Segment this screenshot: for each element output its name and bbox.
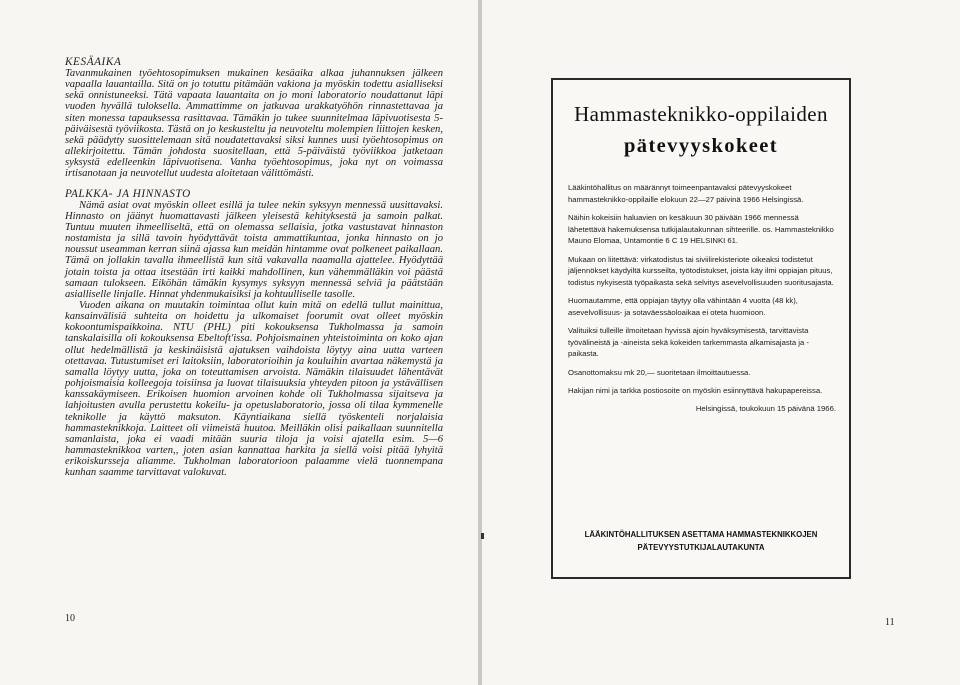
announcement-title: Hammasteknikko-oppilaiden <box>574 102 828 126</box>
announcement-paragraph: Mukaan on liitettävä: virkatodistus tai siviilirekisteriote oikeaksi todistetut jäljennökset käydyiltä kursseilta, työtodistukset, joista käy ilmi oppiajan pituus, todistus nykyisestä työpaikasta sekä selvitys asevelvollisuuden suoritusajasta. <box>568 254 834 287</box>
announcement-body <box>568 182 836 421</box>
announcement-paragraph: Osanottomaksu mk 20,— suoritetaan ilmoittautuessa. <box>568 367 751 377</box>
section-text-kesaaika: Tavanmukainen työehtosopimuksen mukainen kesäaika alkaa juhannuksen jälkeen vapaalla lauantailla. Sitä on jo totuttu pitämään vakiona ja myöskin todettu asialliseksi sekä onnistuneeksi. Tätä vapaata lauantaita on jo moni laboratorio noudattanut läpi vuoden hyvällä tuloksella. Ammattimme on jatkuvaa urakkatyöhön rinnastettavaa ja siten monessa tapauksessa rasittavaa. Tämäkin jo tukee suunnitelmaa läpivuotisesta 5-päiväisestä työviikosta. Tästä on jo keskusteltu ja neuvoteltu molempien liittojen kesken, sekä päädytty suosittelemaan sitä noudatettavaksi siksi kunnes uusi työehtosopimus on allekirjoitettu. Tämän johdosta suositellaan, että 5-päiväistä työviikkoa jatketaan syksystä edelleenkin läpivuotisena. Vanha työehtosopimus, joka nyt on voimassa irtisanotaan ja neuvotellut uudesta aloitetaan välittömästi. <box>65 68 443 180</box>
section-paragraph: Nämä asiat ovat myöskin olleet esillä ja tulee nekin syksyyn mennessä uusittavaksi. Hinnasto on jäänyt huomattavasti jälkeen yleisestä kehityksestä ja samoin palkat. Tuntuu muuten ihmeelliseltä, että on olemassa sellaisia, jotka vastustavat hinnaston nostamista ja sillä tavoin hyödyttävät toista ammattikuntaa, jonka hinnasto on jo noussut useamman kerran siinä ajassa kun meidän hintamme ovat polkeneet paikallaan. Tämä on jollakin tavalla ihmeellistä kun sitä vakavalla naamalla ajattelee. Hyödyttää jotain toista ja ottaa itsestään irti kaikki mahdollinen, kun vähemmälläkin voi päästä samaan tulokseen. Eiköhän tämäkin kysymys syksyyn mennessä selviä ja päätstään asialliselle linjalle. Hinnat yhdenmukaisiksi ja kohtuulliselle tasolle. <box>65 199 443 300</box>
announcement-signature <box>553 528 849 554</box>
section-heading-palkka: PALKKA- JA HINNASTO <box>65 187 191 200</box>
announcement-paragraph: Hakijan nimi ja tarkka postiosoite on myöskin esiinnyttävä hakupapereissa. <box>568 386 823 395</box>
article-column <box>65 56 443 478</box>
binding-mark <box>481 533 484 539</box>
announcement-box <box>551 78 851 579</box>
announcement-subtitle: pätevyyskokeet <box>624 135 778 157</box>
announcement-paragraph: Huomautamme, että oppiajan täytyy olla vähintään 4 vuotta (48 kk), asevelvollisuus- ja sotaväessäoloaikaa ei oteta huomioon. <box>568 296 798 317</box>
section-spacer <box>65 180 443 188</box>
signature-line: PÄTEVYYSTUTKIJALAUTAKUNTA <box>637 543 765 552</box>
announcement-paragraph: Valituiksi tulleille ilmoitetaan hyvissä ajoin hyväksymisestä, tarvittavista työvälineistä ja -aineista sekä kokeiden tarkemmasta alkamisajasta ja -paikasta. <box>568 326 809 358</box>
page-number: 11 <box>885 617 895 628</box>
announcement-date: Helsingissä, toukokuun 15 päivänä 1966. <box>695 403 836 413</box>
signature-line: LÄÄKINTÖHALLITUKSEN ASETTAMA HAMMASTEKNIKKOJEN <box>584 530 818 539</box>
page-number: 10 <box>65 613 75 624</box>
section-paragraph: Vuoden aikana on muutakin toimintaa ollut kuin mitä on edellä tullut mainittua, kansainvälisiä suhteita on hoidettu ja ulkomaiset foorumit ovat olleet myöskin kokoontumispaikkoina. NTU (PHL) piti kokouksensa Tukholmassa ja samoin tanskalaisilla oli kokouksensa Ebeltoft'issa. Pohjoismainen yhteistoiminta on koko ajan ollut hedelmällistä ja keskinäisistä ajatuksen vaihdoista löytyy aina uutta varteen otettavaa. Tutustumiset eri laitoksiin, laboratorioihin ja kouluihin avartaa näkemystä ja samalla löytyy uutta, joka on toteuttamisen arvoista. Nämäkin tilaisuudet lähentävät pohjoismaisia kolleegoja toisiinsa ja luovat tilaisuuksia yhteyden pitoon ja ystävällisen kanssakäymiseen. Erikoisen huomion arvoinen kohde oli Tukholmassa sijaitseva ja lahjoitusten avulla perustettu kokeilu- ja opetuslaboratorio, jossa oli tilaa kymmenelle teknikolle ja käyttö maksuton. Käyntiaikana siellä työskenteli norjalaisia hammasteknikkoja. Laitteet oli viimeistä huutoa. Meilläkin olisi paikallaan suunnitella samanlaista, joka ei vaadi mitään suuria tiloja ja voisi ajatella esim. 5—6 hammasteknikkoa varten,, joten asian kannattaa harkita ja siellä voisi pitää lyhyitä erikoiskursseja aliamme. Tukholman laboratorioon palaamme vielä tuonnempana kunhan saamme tarvittavat valokuvat. <box>65 299 443 479</box>
left-page <box>0 0 478 685</box>
section-heading-kesaaika: KESÄAIKA <box>65 56 122 68</box>
announcement-paragraph: Lääkintöhallitus on määrännyt toimeenpantavaksi pätevyyskokeet hammasteknikko-oppilaille elokuun 22—27 päivinä 1966 Helsingissä. <box>568 183 804 204</box>
announcement-paragraph: Näihin kokeisiin haluavien on kesäkuun 30 päivään 1966 mennessä lähetettävä hakemuksensa tutkijalautakunnan sihteerille. os. Hammasteknikko Mauno Elomaa, Untamontie 6 C 19 HELSINKI 61. <box>568 213 834 245</box>
